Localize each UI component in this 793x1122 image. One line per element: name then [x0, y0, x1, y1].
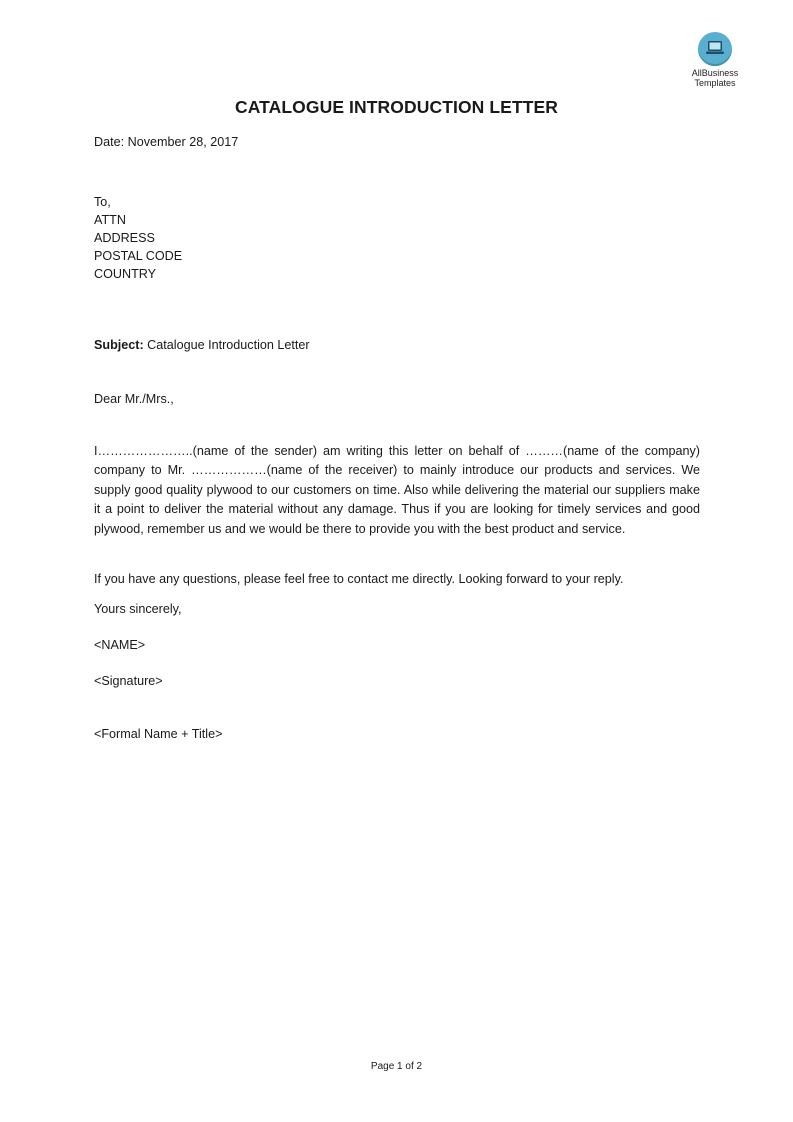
body-paragraph-2: If you have any questions, please feel free to contact me directly. Looking forward to your reply.	[94, 572, 624, 586]
name-placeholder: <NAME>	[94, 638, 146, 652]
logo-text-line1: AllBusiness	[691, 68, 739, 78]
date-line: Date: November 28, 2017	[94, 135, 239, 149]
closing-line: Yours sincerely,	[94, 602, 182, 616]
recipient-to: To,	[94, 195, 111, 209]
formal-name-placeholder: <Formal Name + Title>	[94, 727, 223, 741]
laptop-icon	[698, 32, 732, 66]
salutation: Dear Mr./Mrs.,	[94, 392, 174, 406]
allbusiness-logo	[686, 32, 744, 88]
logo-text-line2: Templates	[694, 78, 736, 88]
recipient-country: COUNTRY	[94, 267, 157, 281]
recipient-attn: ATTN	[94, 213, 126, 227]
signature-placeholder: <Signature>	[94, 674, 163, 688]
recipient-address: ADDRESS	[94, 231, 155, 245]
body-paragraph-1: I…………………..(name of the sender) am writing this letter on behalf of ………(name of the company) company to Mr. ………………(name of the receiver) to mainly introduce our products and services. We supply good quality plywood to our customers on time. Also while delivering the material our suppliers make it a point to deliver the material without any damage. Thus if you are looking for timely services and good plywood, remember us and we would be there to provide you with the best product and service.	[94, 444, 700, 536]
document-title: CATALOGUE INTRODUCTION LETTER	[234, 97, 559, 117]
subject-text: Catalogue Introduction Letter	[143, 338, 310, 352]
recipient-postal-code: POSTAL CODE	[94, 249, 183, 263]
page-footer: Page 1 of 2	[370, 1061, 423, 1072]
subject-line	[94, 336, 310, 354]
subject-label: Subject:	[94, 338, 144, 352]
